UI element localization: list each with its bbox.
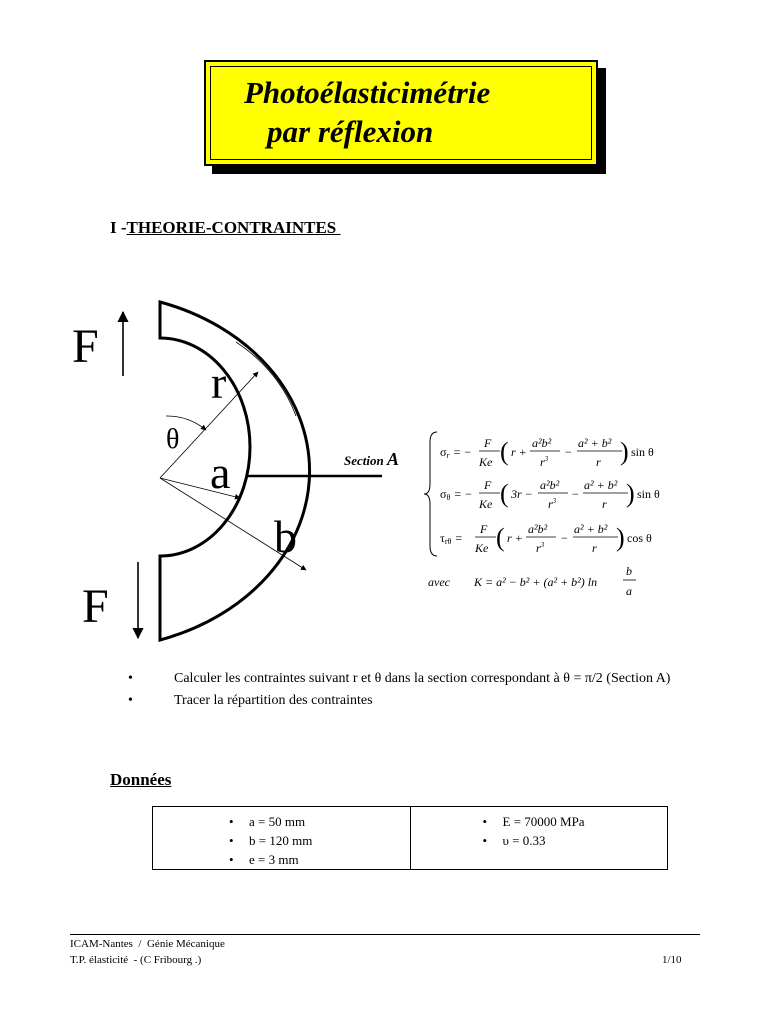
eq1-lparen: ( [500, 437, 509, 466]
force-label-bottom: F [82, 580, 109, 633]
eq2-r: r [602, 497, 607, 511]
eq2-lhs: σθ = − [440, 487, 472, 502]
donnees-table [152, 806, 668, 870]
bullet-dot: • [128, 671, 133, 686]
section-a-label: Section A [344, 449, 399, 469]
eq3-cos: cos θ [627, 531, 652, 545]
stress-figure [0, 270, 768, 650]
eq2-rparen: ) [626, 479, 635, 508]
label-a: a [210, 447, 231, 498]
eq1-a2b2: a²b² [532, 436, 552, 450]
eq3-r3: $r^3$ [536, 541, 545, 555]
table-row: • b = 120 mm [229, 833, 313, 848]
eq2-F: F [484, 478, 492, 492]
eq3-minus: − [561, 531, 568, 545]
system-brace [424, 432, 437, 556]
eq3-r: r [592, 541, 597, 555]
list-item-text: Calculer les contraintes suivant r et θ dans la section correspondant à θ = π/2 (Section A) [174, 671, 671, 686]
title-line-2: par réflexion [267, 114, 434, 149]
instructions-list [128, 670, 734, 714]
label-theta: θ [166, 424, 180, 455]
donnees-heading: Données [110, 770, 172, 789]
footer-course: T.P. élasticité - (C Fribourg .) [70, 954, 202, 966]
eq1-Ke: Ke [479, 455, 493, 469]
eq1-a2pb2: a² + b² [578, 436, 612, 450]
eq2-r3: $r^3$ [548, 497, 557, 511]
eq3-lhs: τrθ = [440, 531, 463, 546]
bullet-dot: • [128, 693, 133, 708]
section-number: I - [110, 218, 127, 237]
eq2-Ke: Ke [479, 497, 493, 511]
eq3-F: F [480, 522, 488, 536]
footer-institution: ICAM-Nantes / Génie Mécanique [70, 938, 225, 950]
eq1-term: r + [511, 445, 527, 459]
eq1-lhs: σr = − [440, 445, 472, 460]
eq1-minus: − [565, 445, 572, 459]
eq3-lparen: ( [496, 523, 505, 552]
eq2-minus: − [572, 487, 579, 501]
label-b: b [274, 511, 297, 562]
table-row: • e = 3 mm [229, 852, 299, 867]
donnees-column-geometry [153, 807, 411, 870]
title-box [204, 60, 598, 166]
eq2-sin: sin θ [637, 487, 660, 501]
list-item [128, 670, 734, 687]
eq3-a2pb2: a² + b² [574, 522, 608, 536]
list-item-text: Tracer la répartition des contraintes [174, 693, 373, 708]
eq3-term: r + [507, 531, 523, 545]
table-row: • υ = 0.33 [482, 833, 546, 848]
eq1-rparen: ) [620, 437, 629, 466]
eq1-r: r [596, 455, 601, 469]
k-frac-b: b [626, 564, 632, 578]
eq2-lparen: ( [500, 479, 509, 508]
eq3-Ke: Ke [475, 541, 489, 555]
footer-rule [70, 934, 700, 935]
avec-label: avec [428, 575, 450, 589]
eq2-term: 3r − [511, 487, 533, 501]
half-ring-shape [160, 302, 310, 640]
donnees-column-material [410, 807, 668, 870]
equations [424, 432, 660, 598]
table-row: • a = 50 mm [229, 814, 306, 829]
eq1-sin: sin θ [631, 445, 654, 459]
eq3-rparen: ) [616, 523, 625, 552]
eq1-F: F [484, 436, 492, 450]
section-heading-text: THEORIE-CONTRAINTES [126, 218, 341, 237]
section-heading [110, 218, 341, 238]
eq2-a2b2: a²b² [540, 478, 560, 492]
k-frac-a: a [626, 584, 632, 598]
title-line-1: Photoélasticimétrie [244, 75, 491, 110]
eq2-a2pb2: a² + b² [584, 478, 618, 492]
table-row: • E = 70000 MPa [482, 814, 585, 829]
page-number: 1/10 [662, 954, 682, 966]
label-r: r [211, 357, 227, 408]
k-definition: K = a² − b² + (a² + b²) ln [474, 575, 598, 589]
eq3-a2b2: a²b² [528, 522, 548, 536]
eq1-r3: $r^3$ [540, 455, 549, 469]
force-label-top: F [72, 320, 99, 373]
list-item [128, 692, 734, 709]
